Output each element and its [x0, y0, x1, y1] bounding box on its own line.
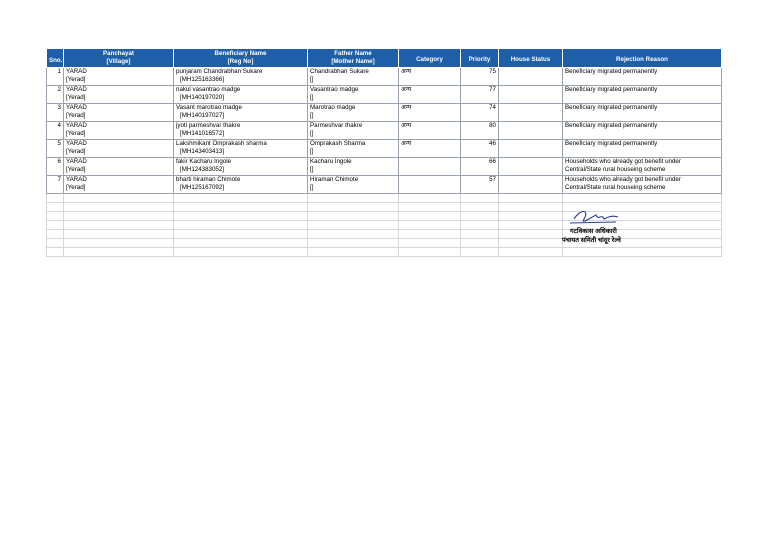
cell-panchayat: YARAD [Yerad] [64, 86, 174, 104]
cell-beneficiary: bharti hiraman Chimote [MH125167092] [174, 176, 308, 194]
cell-house-status [499, 176, 563, 194]
empty-cell [461, 248, 499, 257]
header-beneficiary: Beneficiary Name [Reg No] [174, 49, 308, 68]
empty-cell [399, 239, 461, 248]
header-row [47, 49, 722, 68]
empty-cell [461, 203, 499, 212]
cell-father: Hiraman Chimote [] [308, 176, 399, 194]
header-rejection-reason: Rejection Reason [563, 49, 722, 68]
empty-cell [174, 239, 308, 248]
empty-cell [563, 248, 722, 257]
empty-cell [47, 194, 64, 203]
header-sno: Sno. [47, 49, 64, 68]
cell-priority: 74 [461, 104, 499, 122]
empty-cell [47, 239, 64, 248]
empty-cell [64, 221, 174, 230]
cell-category: अन्य [399, 140, 461, 158]
empty-cell [308, 194, 399, 203]
header-category: Category [399, 49, 461, 68]
cell-category [399, 176, 461, 194]
empty-cell [64, 203, 174, 212]
cell-priority: 66 [461, 158, 499, 176]
cell-house-status [499, 158, 563, 176]
table-row [47, 176, 722, 194]
cell-rejection-reason: Beneficiary migrated permanently [563, 86, 722, 104]
cell-panchayat: YARAD [Yerad] [64, 176, 174, 194]
signature-mark [568, 207, 622, 227]
empty-row [47, 248, 722, 257]
empty-cell [399, 212, 461, 221]
cell-beneficiary: jyoti parmeshvar thakre [MH141016572] [174, 122, 308, 140]
empty-row [47, 194, 722, 203]
table-row [47, 104, 722, 122]
empty-cell [563, 194, 722, 203]
cell-priority: 46 [461, 140, 499, 158]
empty-cell [308, 230, 399, 239]
empty-cell [499, 230, 563, 239]
empty-cell [399, 221, 461, 230]
cell-panchayat: YARAD [Yerad] [64, 122, 174, 140]
cell-priority: 57 [461, 176, 499, 194]
cell-priority: 75 [461, 68, 499, 86]
empty-cell [47, 203, 64, 212]
empty-cell [308, 203, 399, 212]
cell-beneficiary: fakir Kacharu Ingole [MH124383052] [174, 158, 308, 176]
empty-cell [174, 194, 308, 203]
empty-cell [174, 212, 308, 221]
empty-cell [308, 212, 399, 221]
cell-category: अन्य [399, 68, 461, 86]
empty-cell [308, 239, 399, 248]
empty-cell [174, 203, 308, 212]
cell-rejection-reason: Beneficiary migrated permanently [563, 68, 722, 86]
cell-beneficiary: Lakshmikant Omprakash sharma [MH143403413] [174, 140, 308, 158]
cell-panchayat: YARAD [Yerad] [64, 68, 174, 86]
empty-cell [174, 221, 308, 230]
cell-sno: 7 [47, 176, 64, 194]
empty-cell [461, 230, 499, 239]
cell-house-status [499, 104, 563, 122]
empty-cell [461, 221, 499, 230]
empty-cell [499, 203, 563, 212]
cell-house-status [499, 122, 563, 140]
empty-cell [174, 230, 308, 239]
signature-designation: गटविकास अधिकारी [570, 228, 617, 235]
cell-sno: 6 [47, 158, 64, 176]
table-row [47, 140, 722, 158]
empty-cell [399, 194, 461, 203]
cell-sno: 5 [47, 140, 64, 158]
empty-cell [47, 230, 64, 239]
cell-beneficiary: Vasant marotrao madge [MH140197027] [174, 104, 308, 122]
cell-priority: 77 [461, 86, 499, 104]
cell-rejection-reason: Beneficiary migrated permanently [563, 104, 722, 122]
empty-cell [64, 230, 174, 239]
cell-panchayat: YARAD [Yerad] [64, 104, 174, 122]
empty-cell [47, 221, 64, 230]
empty-cell [399, 230, 461, 239]
cell-father: Marotrao madge [] [308, 104, 399, 122]
cell-panchayat: YARAD [Yerad] [64, 140, 174, 158]
cell-father: Parmeshvar thakre [] [308, 122, 399, 140]
cell-beneficiary: punjaram Chandrabhan Sukare [MH125163366] [174, 68, 308, 86]
cell-house-status [499, 68, 563, 86]
cell-house-status [499, 140, 563, 158]
cell-father: Chandrabhan Sukare [] [308, 68, 399, 86]
table-row [47, 158, 722, 176]
cell-category [399, 158, 461, 176]
empty-cell [64, 248, 174, 257]
empty-cell [308, 221, 399, 230]
cell-rejection-reason: Households who already got benefit under Central/State rural houseing scheme [563, 158, 722, 176]
empty-cell [174, 248, 308, 257]
empty-cell [499, 239, 563, 248]
header-father: Father Name [Mother Name] [308, 49, 399, 68]
cell-rejection-reason: Beneficiary migrated permanently [563, 122, 722, 140]
header-panchayat: Panchayat [Village] [64, 49, 174, 68]
header-priority: Priority [461, 49, 499, 68]
empty-cell [399, 248, 461, 257]
empty-cell [64, 239, 174, 248]
header-house-status: House Status [499, 49, 563, 68]
empty-cell [308, 248, 399, 257]
cell-sno: 1 [47, 68, 64, 86]
empty-cell [47, 212, 64, 221]
empty-cell [461, 212, 499, 221]
table-row [47, 86, 722, 104]
cell-category: अन्य [399, 104, 461, 122]
empty-cell [461, 239, 499, 248]
empty-cell [499, 248, 563, 257]
table-row [47, 122, 722, 140]
cell-father: Vasantrao madge [] [308, 86, 399, 104]
cell-house-status [499, 86, 563, 104]
cell-father: Omprakash Sharma [] [308, 140, 399, 158]
cell-priority: 80 [461, 122, 499, 140]
cell-category: अन्य [399, 122, 461, 140]
cell-sno: 4 [47, 122, 64, 140]
empty-cell [399, 203, 461, 212]
cell-category: अन्य [399, 86, 461, 104]
empty-cell [499, 221, 563, 230]
cell-sno: 2 [47, 86, 64, 104]
cell-father: Kacharu Ingole [] [308, 158, 399, 176]
empty-cell [64, 212, 174, 221]
cell-beneficiary: nakul vasantrao madge [MH140197020] [174, 86, 308, 104]
empty-cell [499, 212, 563, 221]
cell-rejection-reason: Households who already got benefit under Central/State rural houseing scheme [563, 176, 722, 194]
signature-office: पंचायत समिती चांदूर रेल्वे [562, 237, 621, 244]
cell-panchayat: YARAD [Yerad] [64, 158, 174, 176]
signature-block [562, 207, 682, 245]
empty-cell [47, 248, 64, 257]
empty-cell [499, 194, 563, 203]
table-row [47, 68, 722, 86]
empty-cell [461, 194, 499, 203]
cell-sno: 3 [47, 104, 64, 122]
cell-rejection-reason: Beneficiary migrated permanently [563, 140, 722, 158]
empty-cell [64, 194, 174, 203]
